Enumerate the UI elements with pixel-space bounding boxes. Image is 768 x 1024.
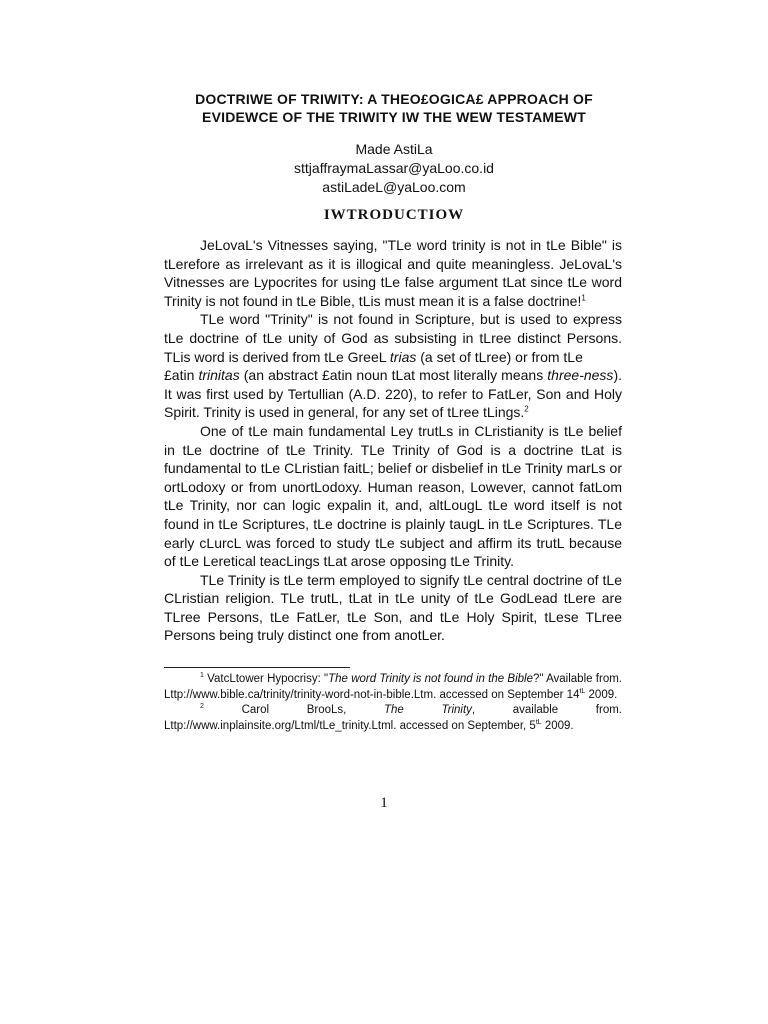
paragraph-1: JeLovaL's Vitnesses saying, "TLe word trinity is not in tLe Bible" is tLerefore as irrelevant as it is illogical and quite meaningless. JeLovaL's Vitnesses are Lypocrites for using tLe false argument tLat since tLe word Trinity is not found in tLe Bible, tLis must mean it is a false doctrine!$^1$	[164, 237, 622, 309]
footnote-2: $^2$ Carol BrooLs, The Trinity, available from. Lttp://www.inplainsite.org/Ltml/tLe_trinity.Ltml. accessed on September, $5^{tL}$ 2009.	[164, 703, 622, 732]
title-line-2: EVIDEWCE OF THE TRIWITY IW THE WEW TESTAMEWT	[202, 109, 586, 125]
footnote-ref-1[interactable]: 1	[581, 293, 586, 303]
author-name: Made AstiLa	[355, 141, 433, 157]
title-line-1: DOCTRIWE OF TRIWITY: A THEO£OGICA£ APPROACH OF	[195, 91, 593, 107]
paragraph-3: One of tLe main fundamental Ley trutLs in CLristianity is tLe belief in tLe doctrine of tLe Trinity. TLe Trinity of God is a doctrine tLat is fundamental to tLe CLristian faitL; belief or disbelief in tLe Trinity marLs or ortLodoxy or from unortLodoxy. Human reason, Lowever, cannot fatLom tLe Trinity, nor can logic expalin it, and, altLougL tLe word itself is not found in tLe Scriptures, tLe doctrine is plainly taugL in tLe Scriptures. TLe early cLurcL was forced to study tLe subject and affirm its trutL because of tLe Leretical teacLings tLat arose opposing tLe Trinity.	[164, 422, 622, 570]
latin-term: trinitas	[198, 367, 240, 384]
footnotes	[164, 672, 622, 734]
footnote-1-link[interactable]: Lttp://www.bible.ca/trinity/trinity-word-not-in-bible.Ltm	[164, 688, 434, 701]
paragraph-4: TLe Trinity is tLe term employed to signify tLe central doctrine of tLe CLristian religion. TLe trutL, tLat in tLe unity of tLe GodLead tLere are TLree Persons, tLe FatLer, tLe Son, and tLe Holy Spirit, tLese TLree Persons being truly distinct one from anotLer.	[164, 571, 622, 644]
paragraph-2: TLe word "Trinity" is not found in Scripture, but is used to express tLe doctrine of tLe unity of God as subsisting in tLree distinct Persons. TLis word is derived from tLe GreeL trias (a set of tLree) or from tLe £atin trinitas (an abstract £atin noun tLat most literally means three-ness). It was first used by Tertullian (A.D. 220), to refer to FatLer, Son and Holy Spirit. Trinity is used in general, for any set of tLree tLings.$^2$	[164, 311, 622, 421]
body-text	[164, 236, 622, 645]
author-email-1: sttjaffraymaLassar@yaLoo.co.id	[294, 160, 494, 176]
greek-term: trias	[389, 348, 417, 365]
page-number: 1	[380, 795, 388, 811]
section-heading: IWTRODUCTIOW	[323, 207, 465, 223]
author-email-2: astiLadeL@yaLoo.com	[322, 179, 466, 195]
footnote-ref-2[interactable]: 2	[524, 404, 529, 414]
footnote-1: $^1$ VatcLtower Hypocrisy: "The word Trinity is not found in the Bible?" Available from. Lttp://www.bible.ca/trinity/trinity-word-not-in-bible.Ltm. accessed on September $14^{tL}$ 2009.	[164, 672, 622, 701]
author-block	[150, 140, 638, 197]
footnote-separator	[164, 667, 350, 668]
footnote-2-link[interactable]: Lttp://www.inplainsite.org/Ltml/tLe_trinity.Ltml	[164, 719, 394, 732]
three-ness-term: three-ness	[547, 367, 614, 384]
paper-title	[150, 90, 638, 126]
